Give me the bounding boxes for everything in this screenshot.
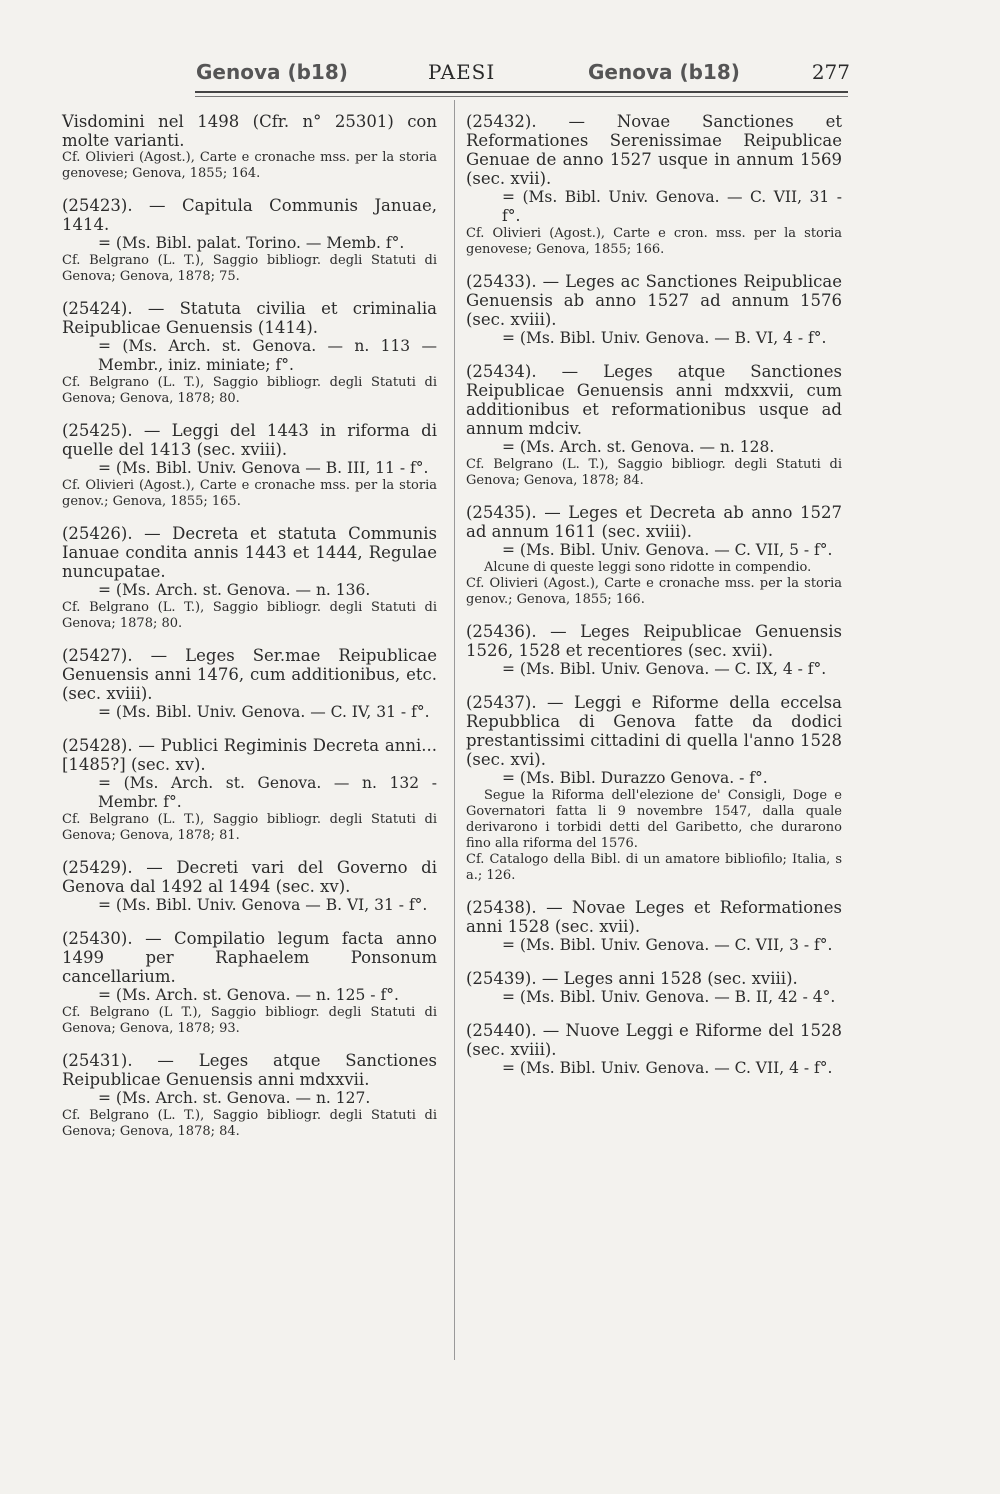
catalog-entry [466, 898, 842, 955]
entry-title: (25423). — Capitula Communis Januae, 1414. [62, 196, 437, 234]
header-rule [195, 91, 848, 93]
entry-location: = (Ms. Bibl. Univ. Genova. — C. VII, 5 - f°. [502, 541, 833, 559]
right-column [466, 112, 842, 1092]
entry-location: = (Ms. Bibl. Univ. Genova. — C. VII, 4 - f°. [502, 1059, 833, 1077]
catalog-entry [62, 299, 437, 407]
entry-reference: Cf. Belgrano (L. T.), Saggio bibliogr. degli Statuti di Genova; Genova, 1878; 81. [62, 812, 437, 843]
header-right-title: Genova (b18) [588, 60, 740, 84]
catalog-entry [62, 736, 437, 844]
entry-title: (25430). — Compilatio legum facta anno 1499 per Raphaelem Ponsonum cancellarium. [62, 929, 437, 986]
entry-location: = (Ms. Bibl. Univ. Genova — B. III, 11 - f°. [98, 459, 429, 477]
entry-location: = (Ms. Bibl. Univ. Genova. — B. VI, 4 - f°. [502, 329, 827, 347]
entry-location: = (Ms. Bibl. Univ. Genova — B. VI, 31 - f°. [98, 896, 428, 914]
entry-note: Alcune di queste leggi sono ridotte in compendio. [484, 560, 812, 575]
catalog-entry [62, 1051, 437, 1140]
entry-location: = (Ms. Arch. st. Genova. — n. 113 — Membr., iniz. miniate; f°. [98, 337, 437, 374]
entry-title: Visdomini nel 1498 (Cfr. n° 25301) con molte varianti. [62, 112, 437, 150]
catalog-entry [466, 112, 842, 258]
catalog-entry [466, 272, 842, 348]
entry-title: (25427). — Leges Ser.mae Reipublicae Genuensis anni 1476, cum additionibus, etc. (sec. xviii). [62, 646, 437, 703]
entry-note: Segue la Riforma dell'elezione de' Consigli, Doge e Governatori fatta li 9 novembre 1547, dalla quale derivarono i torbidi detti del Garibetto, che durarono fino alla riforma del 1576. [466, 788, 842, 851]
entry-title: (25434). — Leges atque Sanctiones Reipublicae Genuensis anni mdxxvii, cum additionibus et reformationibus usque ad annum mdciv. [466, 362, 842, 438]
catalog-entry [466, 503, 842, 608]
entry-title: (25435). — Leges et Decreta ab anno 1527 ad annum 1611 (sec. xviii). [466, 503, 842, 541]
catalog-entry [466, 1021, 842, 1078]
entry-location: = (Ms. Arch. st. Genova. — n. 127. [98, 1089, 371, 1107]
entry-reference: Cf. Belgrano (L. T.), Saggio bibliogr. degli Statuti di Genova; 1878; 80. [62, 600, 437, 631]
entry-reference: Cf. Belgrano (L. T.), Saggio bibliogr. degli Statuti di Genova; Genova, 1878; 80. [62, 375, 437, 406]
entry-reference: Cf. Belgrano (L. T.), Saggio bibliogr. degli Statuti di Genova; Genova, 1878; 75. [62, 253, 437, 284]
entry-location: = (Ms. Bibl. Univ. Genova. — C. VII, 31 - f°. [502, 188, 842, 225]
entry-location: = (Ms. Bibl. Univ. Genova. — C. VII, 3 - f°. [502, 936, 833, 954]
entry-title: (25426). — Decreta et statuta Communis Ianuae condita annis 1443 et 1444, Regulae nuncupatae. [62, 524, 437, 581]
left-column [62, 112, 437, 1154]
column-divider [454, 100, 455, 1360]
entry-location: = (Ms. Arch. st. Genova. — n. 132 - Membr. f°. [98, 774, 437, 811]
entry-location: = (Ms. Bibl. Univ. Genova. — C. IV, 31 - f°. [98, 703, 430, 721]
entry-title: (25431). — Leges atque Sanctiones Reipublicae Genuensis anni mdxxvii. [62, 1051, 437, 1089]
entry-title: (25433). — Leges ac Sanctiones Reipublicae Genuensis ab anno 1527 ad annum 1576 (sec. xviii). [466, 272, 842, 329]
entry-location: = (Ms. Arch. st. Genova. — n. 128. [502, 438, 775, 456]
entry-reference: Cf. Belgrano (L. T.), Saggio bibliogr. degli Statuti di Genova; Genova, 1878; 84. [466, 457, 842, 488]
entry-location: = (Ms. Bibl. Durazzo Genova. - f°. [502, 769, 768, 787]
entry-location: = (Ms. Arch. st. Genova. — n. 136. [98, 581, 371, 599]
catalog-entry [62, 112, 437, 182]
entry-reference: Cf. Olivieri (Agost.), Carte e cronache mss. per la storia genov.; Genova, 1855; 166. [466, 576, 842, 607]
entry-reference: Cf. Olivieri (Agost.), Carte e cron. mss. per la storia genovese; Genova, 1855; 166. [466, 226, 842, 257]
header-rule-thin [195, 96, 848, 97]
entry-location: = (Ms. Bibl. palat. Torino. — Memb. f°. [98, 234, 405, 252]
entry-reference: Cf. Olivieri (Agost.), Carte e cronache mss. per la storia genov.; Genova, 1855; 165. [62, 478, 437, 509]
entry-title: (25440). — Nuove Leggi e Riforme del 1528 (sec. xviii). [466, 1021, 842, 1059]
catalog-entry [62, 646, 437, 722]
catalog-entry [466, 622, 842, 679]
entry-reference: Cf. Olivieri (Agost.), Carte e cronache mss. per la storia genovese; Genova, 1855; 164. [62, 150, 437, 181]
catalog-entry [62, 929, 437, 1037]
page-number: 277 [811, 60, 850, 84]
entry-title: (25429). — Decreti vari del Governo di Genova dal 1492 al 1494 (sec. xv). [62, 858, 437, 896]
entry-title: (25436). — Leges Reipublicae Genuensis 1526, 1528 et recentiores (sec. xvii). [466, 622, 842, 660]
catalog-entry [466, 362, 842, 489]
catalog-entry [62, 196, 437, 285]
entry-location: = (Ms. Bibl. Univ. Genova. — C. IX, 4 - f°. [502, 660, 827, 678]
header-left-title: Genova (b18) [196, 60, 348, 84]
entry-title: (25439). — Leges anni 1528 (sec. xviii). [466, 969, 798, 988]
header-section-title: PAESI [428, 60, 496, 84]
entry-location: = (Ms. Arch. st. Genova. — n. 125 - f°. [98, 986, 399, 1004]
entry-title: (25425). — Leggi del 1443 in riforma di quelle del 1413 (sec. xviii). [62, 421, 437, 459]
entry-title: (25428). — Publici Regiminis Decreta anni... [1485?] (sec. xv). [62, 736, 437, 774]
catalog-entry [62, 524, 437, 632]
entry-location: = (Ms. Bibl. Univ. Genova. — B. II, 42 - 4°. [502, 988, 836, 1006]
catalog-entry [62, 421, 437, 510]
entry-title: (25432). — Novae Sanctiones et Reformationes Serenissimae Reipublicae Genuae de anno 1527 usque in annum 1569 (sec. xvii). [466, 112, 842, 188]
catalog-entry [466, 693, 842, 884]
entry-reference: Cf. Belgrano (L T.), Saggio bibliogr. degli Statuti di Genova; Genova, 1878; 93. [62, 1005, 437, 1036]
entry-title: (25424). — Statuta civilia et criminalia Reipublicae Genuensis (1414). [62, 299, 437, 337]
catalog-entry [466, 969, 842, 1007]
entry-title: (25438). — Novae Leges et Reformationes anni 1528 (sec. xvii). [466, 898, 842, 936]
entry-reference: Cf. Belgrano (L. T.), Saggio bibliogr. degli Statuti di Genova; Genova, 1878; 84. [62, 1108, 437, 1139]
running-header [196, 52, 850, 92]
entry-reference: Cf. Catalogo della Bibl. di un amatore bibliofilo; Italia, s a.; 126. [466, 852, 842, 883]
catalog-entry [62, 858, 437, 915]
entry-title: (25437). — Leggi e Riforme della eccelsa Repubblica di Genova fatte da dodici prestantissimi cittadini di quella l'anno 1528 (sec. xvi). [466, 693, 842, 769]
